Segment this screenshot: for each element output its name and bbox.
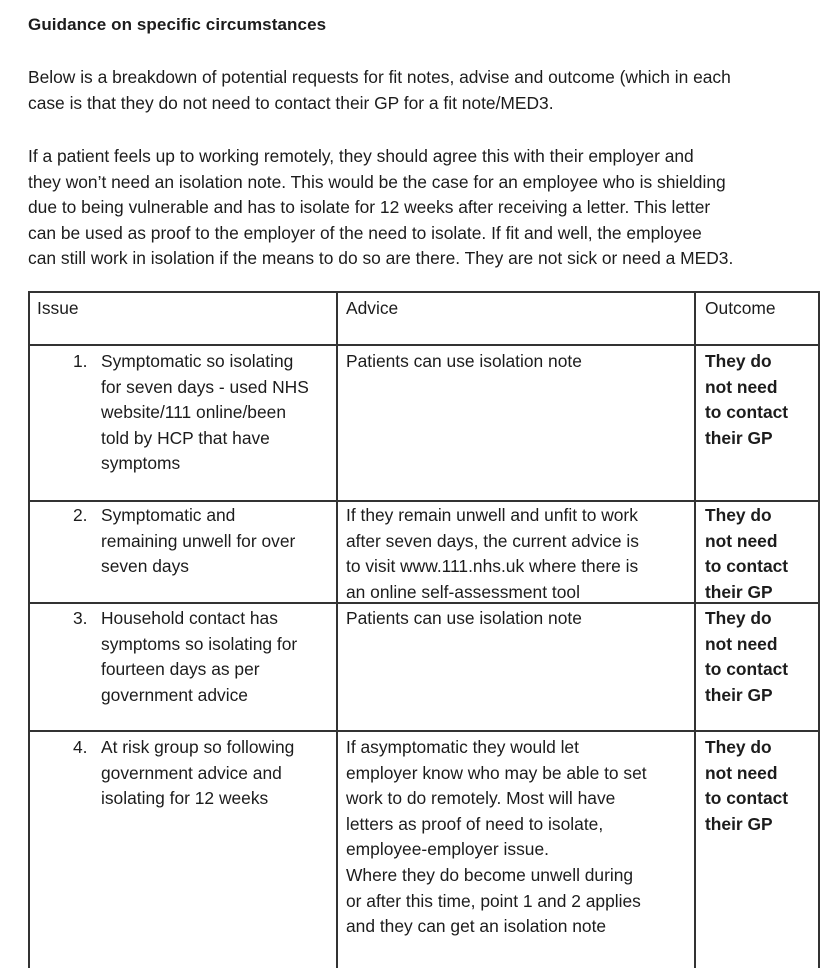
cell-line: If they remain unwell and unfit to work [346,505,638,525]
row-number: 2. [73,505,88,525]
cell-line: not need [705,633,778,654]
remote-work-paragraph [28,144,733,272]
row-divider [28,500,820,502]
paragraph-line: can still work in isolation if the means to do so are there. They are not sick or need a MED3. [28,248,734,269]
cell-line: work to do remotely. Most will have [346,788,616,809]
issue-cell [101,606,297,708]
cell-line: their GP [705,581,773,602]
cell-line: government advice and [101,762,282,783]
row-number: 3. [73,608,88,628]
row-divider [28,730,820,732]
cell-line: website/111 online/been [101,402,286,423]
cell-line: symptoms so isolating for [101,633,298,654]
advice-cell [346,735,647,940]
cell-line: to visit www.111.nhs.uk where there is [346,556,639,577]
table-border-top [28,291,820,293]
cell-line: not need [705,376,778,397]
column-divider [336,291,338,968]
paragraph-line: can be used as proof to the employer of the need to isolate. If fit and well, the employee [28,222,702,243]
outcome-cell [705,503,788,605]
cell-line: letters as proof of need to isolate, [346,813,604,834]
cell-line: to contact [705,659,789,680]
cell-line: remaining unwell for over [101,530,296,551]
cell-line: to contact [705,788,789,809]
page-title: Guidance on specific circumstances [28,15,327,34]
cell-line: Patients can use isolation note [346,351,582,371]
cell-line: Where they do become unwell during [346,864,634,885]
cell-line: Symptomatic so isolating [101,351,294,371]
cell-line: They do [705,351,772,371]
row-number: 1. [73,351,88,371]
cell-line: If asymptomatic they would let [346,737,579,757]
row-number: 4. [73,737,88,757]
cell-line: told by HCP that have [101,427,270,448]
cell-line: for seven days - used NHS [101,376,309,397]
cell-line: or after this time, point 1 and 2 applies [346,890,641,911]
cell-line: They do [705,737,772,757]
header-advice: Advice [346,298,399,318]
cell-line: fourteen days as per [101,659,260,680]
outcome-cell [705,349,788,451]
cell-line: after seven days, the current advice is [346,530,639,551]
cell-line: isolating for 12 weeks [101,788,269,809]
issue-cell [101,349,309,477]
issue-cell [101,735,294,812]
outcome-cell [705,735,788,837]
paragraph-line: due to being vulnerable and has to isolate for 12 weeks after receiving a letter. This letter [28,197,711,218]
table-border-left [28,291,30,968]
guidance-table [28,291,820,968]
paragraph-line: they won’t need an isolation note. This would be the case for an employee who is shielding [28,171,726,192]
cell-line: Symptomatic and [101,505,236,525]
cell-line: and they can get an isolation note [346,916,607,937]
cell-line: They do [705,505,772,525]
advice-cell [346,606,582,632]
advice-cell [346,503,639,605]
cell-line: not need [705,762,778,783]
cell-line: seven days [101,556,189,577]
cell-line: They do [705,608,772,628]
table-border-right [818,291,820,968]
issue-cell [101,503,295,580]
advice-cell [346,349,582,375]
cell-line: employer know who may be able to set [346,762,647,783]
paragraph-line: case is that they do not need to contact their GP for a fit note/MED3. [28,92,554,113]
header-outcome: Outcome [705,298,776,318]
header-divider [28,344,820,346]
header-issue: Issue [37,298,79,318]
cell-line: to contact [705,556,789,577]
paragraph-line: If a patient feels up to working remotely, they should agree this with their employer and [28,146,694,166]
outcome-cell [705,606,788,708]
cell-line: not need [705,530,778,551]
cell-line: their GP [705,684,773,705]
cell-line: Household contact has [101,608,278,628]
cell-line: Patients can use isolation note [346,608,582,628]
paragraph-line: Below is a breakdown of potential requests for fit notes, advise and outcome (which in each [28,67,731,87]
intro-paragraph [28,65,731,116]
cell-line: government advice [101,684,248,705]
cell-line: At risk group so following [101,737,295,757]
cell-line: to contact [705,402,789,423]
cell-line: an online self-assessment tool [346,581,580,602]
cell-line: their GP [705,813,773,834]
cell-line: employee-employer issue. [346,839,549,860]
cell-line: their GP [705,427,773,448]
column-divider [694,291,696,968]
cell-line: symptoms [101,453,181,474]
